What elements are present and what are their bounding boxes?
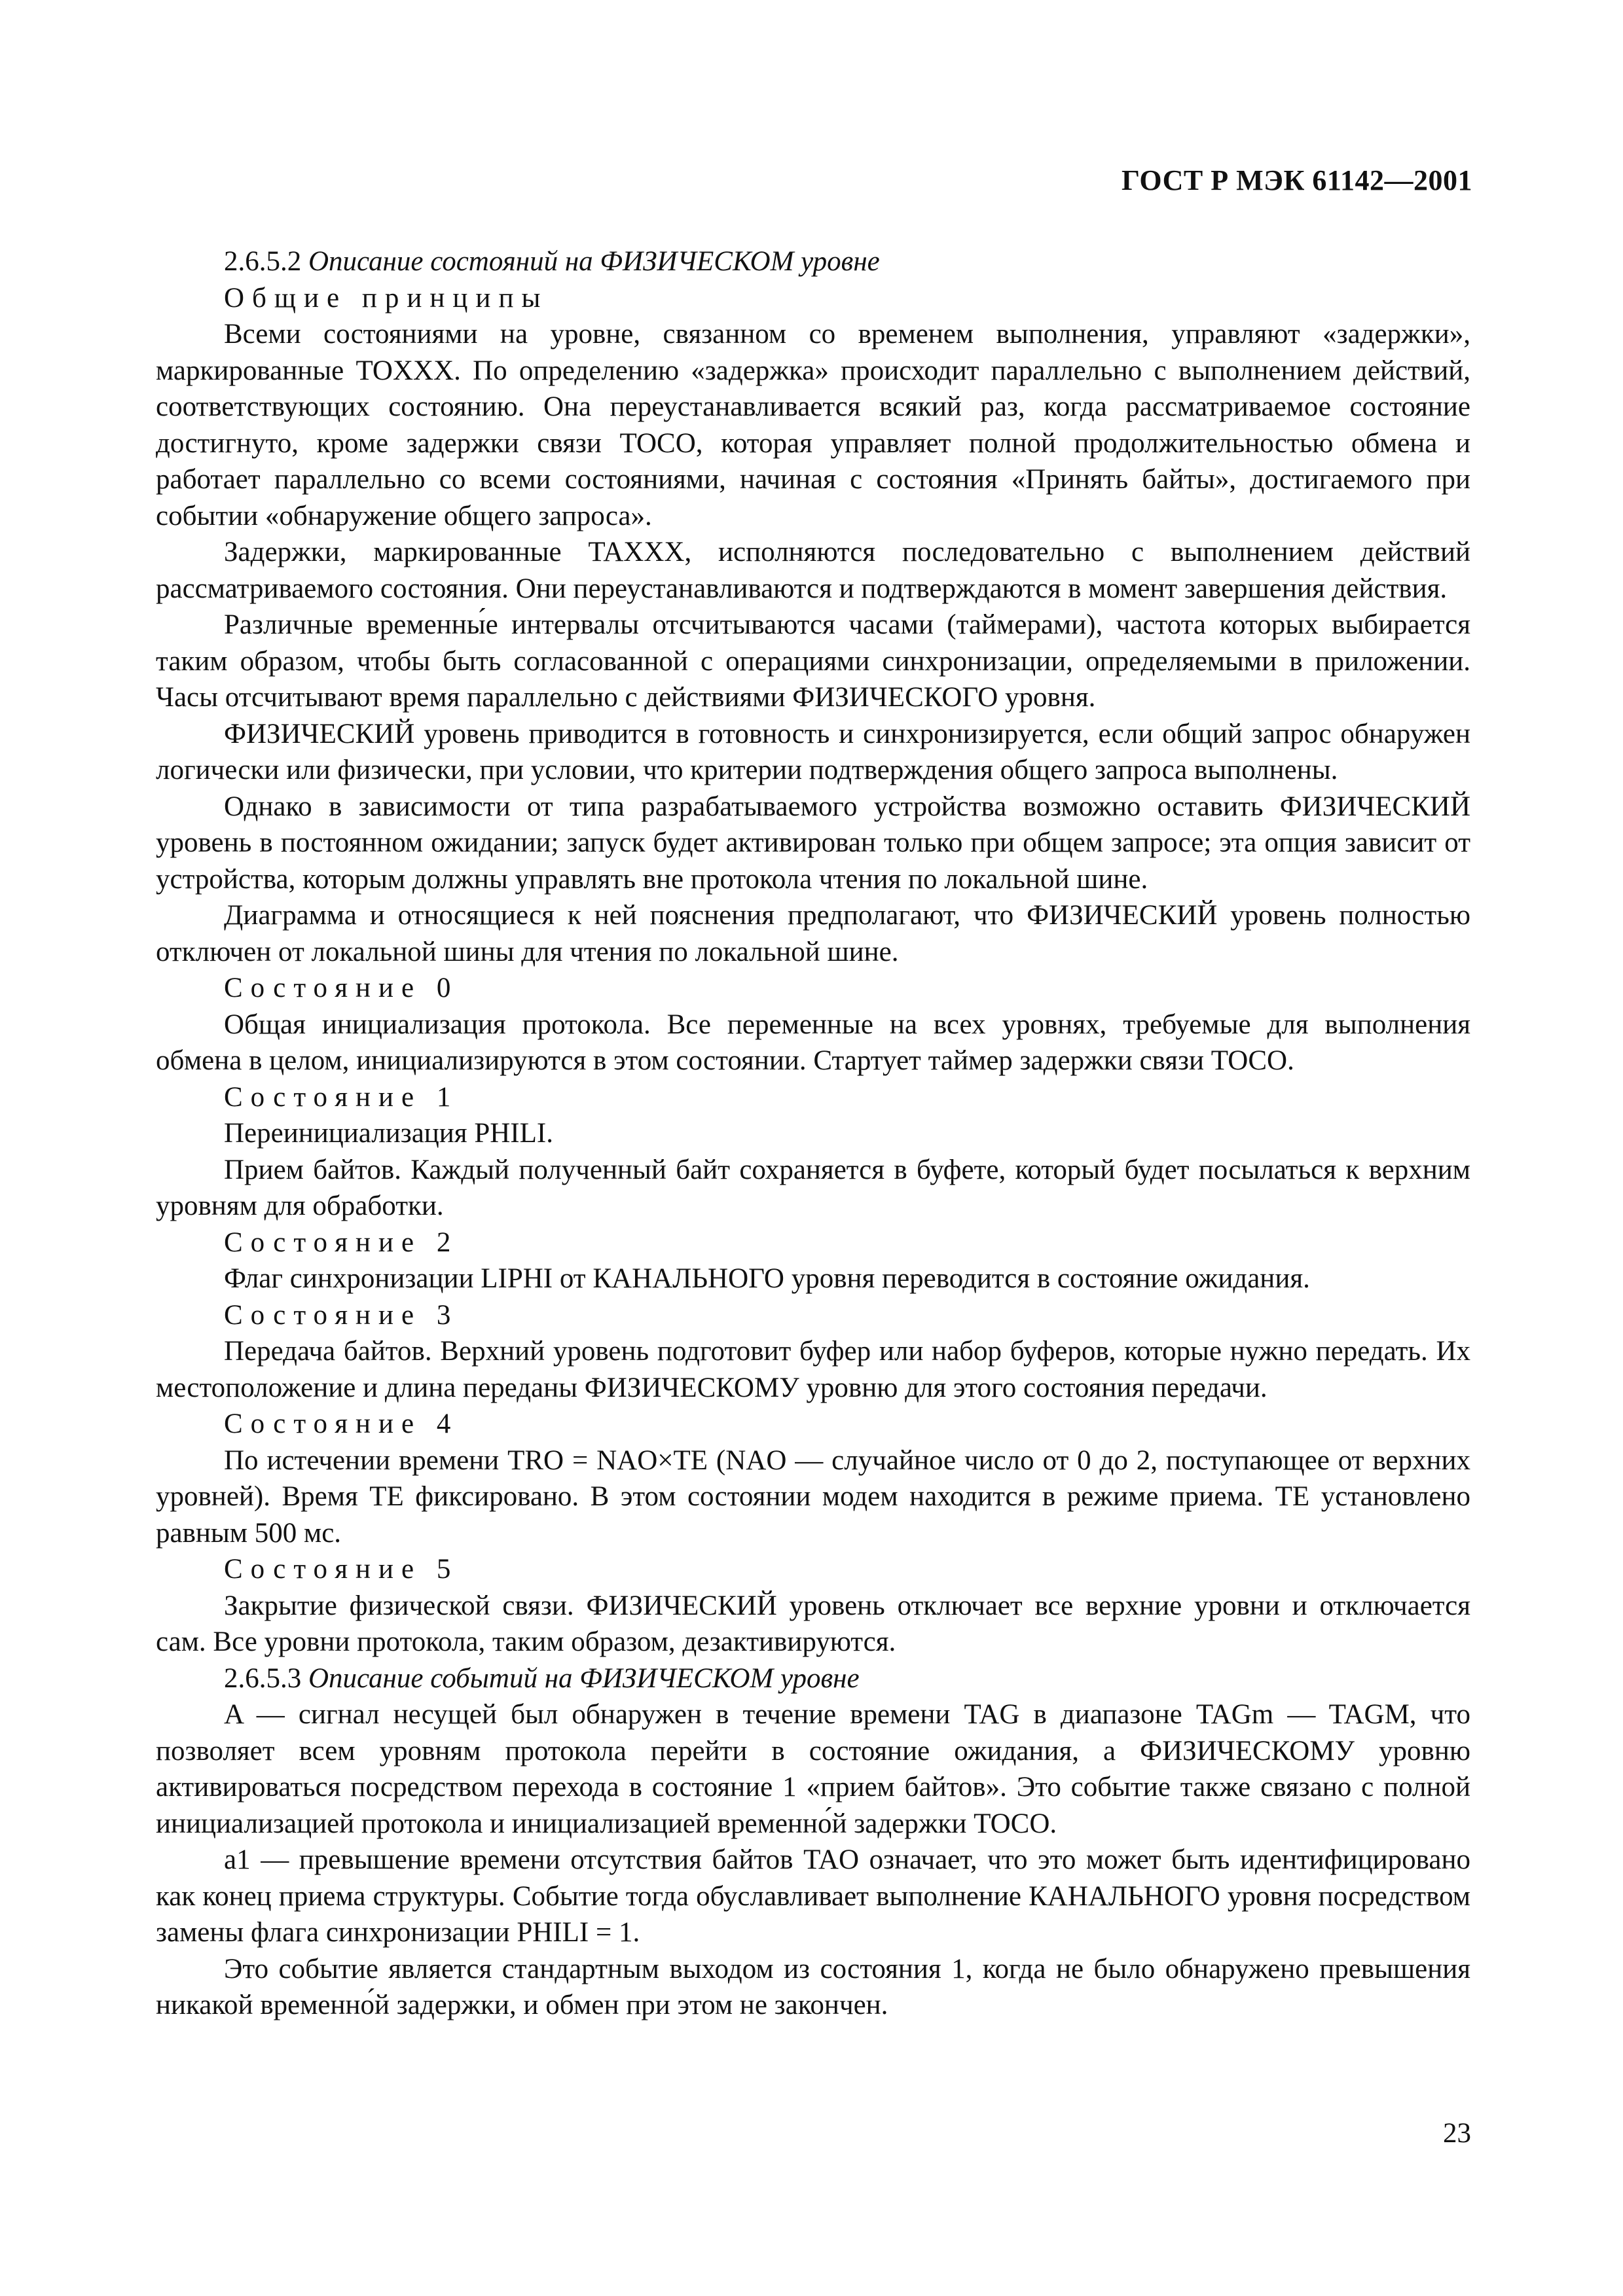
paragraph: Переинициализация PHILI. (224, 1118, 553, 1149)
section-title: Описание состояний на ФИЗИЧЕСКОМ уровне (308, 246, 880, 277)
section-title: Описание событий на ФИЗИЧЕСКОМ уровне (308, 1662, 860, 1694)
paragraph: По истечении времени TRO = NAO×TE (NAO — случайное число от 0 до 2, поступающее от верхних уровней). Время TE фиксировано. В этом состоянии модем находится в режиме приема. TE установлено равным 500 мс. (156, 1444, 1470, 1549)
paragraph: ФИЗИЧЕСКИЙ уровень приводится в готовность и синхронизируется, если общий запрос обнаружен логически или физически, при условии, что критерии подтверждения общего запроса выполнены. (156, 718, 1470, 785)
paragraph: Флаг синхронизации LIPHI от КАНАЛЬНОГО уровня переводится в состояние ожидания. (224, 1263, 1310, 1294)
state-heading-3: Состояние 3 (224, 1299, 459, 1331)
state-heading-0: Состояние 0 (224, 973, 459, 1003)
section-heading-2-6-5-3 (156, 1660, 1470, 1697)
paragraph: Закрытие физической связи. ФИЗИЧЕСКИЙ уровень отключает все верхние уровни и отключается сам. Все уровни протокола, таким образом, дезактивируются. (156, 1590, 1470, 1657)
document-code-header: ГОСТ Р МЭК 61142—2001 (1121, 164, 1472, 196)
state-heading-4: Состояние 4 (224, 1408, 459, 1439)
paragraph: Общая инициализация протокола. Все переменные на всех уровнях, требуемые для выполнения обмена в целом, инициализируются в этом состоянии. Стартует таймер задержки связи TOCO. (156, 1009, 1470, 1076)
paragraph: Задержки, маркированные TAXXX, исполняются последовательно с выполнением действий рассматриваемого состояния. Они переустанавливаются и подтверждаются в момент завершения действия. (156, 537, 1470, 604)
section-heading-2-6-5-2 (156, 243, 1470, 280)
state-heading-1: Состояние 1 (224, 1081, 459, 1113)
paragraph: Всеми состояниями на уровне, связанном со временем выполнения, управляют «задержки», маркированные TOXXX. По определению «задержка» происходит параллельно с выполнением действий, соответствующих состоянию. Она переустанавливается всякий раз, когда рассматриваемое состояние достигнуто, кроме задержки связи TOCO, которая управляет полной продолжительностью обмена и работает параллельно со всеми состояниями, начиная с состояния «Принять байты», достигаемого при событии «обнаружение общего запроса». (156, 319, 1470, 531)
paragraph: Это событие является стандартным выходом из состояния 1, когда не было обнаружено превышения никакой временно́й задержки, и обмен при этом не закончен. (156, 1953, 1470, 2020)
paragraph: Передача байтов. Верхний уровень подготовит буфер или набор буферов, которые нужно передать. Их местоположение и длина переданы ФИЗИЧЕСКОМУ уровню для этого состояния передачи. (156, 1336, 1470, 1403)
section-number: 2.6.5.3 (224, 1662, 302, 1694)
paragraph: Различные временны́е интервалы отсчитываются часами (таймерами), частота которых выбирается таким образом, чтобы быть согласованной с операциями синхронизации, определяемыми в приложении. Часы отсчитывают время параллельно с действиями ФИЗИЧЕСКОГО уровня. (156, 609, 1470, 713)
paragraph: A — сигнал несущей был обнаружен в течение времени TAG в диапазоне TAGm — TAGM, что позволяет всем уровням протокола перейти в состояние ожидания, а ФИЗИЧЕСКОМУ уровню активироваться посредством перехода в состояние 1 «прием байтов». Это событие также связано с полной инициализацией протокола и инициализацией временно́й задержки TOCO. (156, 1699, 1470, 1839)
paragraph: Прием байтов. Каждый полученный байт сохраняется в буфете, который будет посылаться к верхним уровням для обработки. (156, 1154, 1470, 1221)
subheading-general-principles: Общие принципы (224, 282, 549, 314)
paragraph: Однако в зависимости от типа разрабатываемого устройства возможно оставить ФИЗИЧЕСКИЙ уровень в постоянном ожидании; запуск будет активирован только при общем запросе; эта опция зависит от устройства, которым должны управлять вне протокола чтения по локальной шине. (156, 791, 1470, 895)
state-heading-5: Состояние 5 (224, 1554, 459, 1585)
paragraph: a1 — превышение времени отсутствия байтов TAO означает, что это может быть идентифицировано как конец приема структуры. Событие тогда обуславливает выполнение КАНАЛЬНОГО уровня посредством замены флага синхронизации PHILI = 1. (156, 1844, 1470, 1948)
state-heading-2: Состояние 2 (224, 1227, 459, 1258)
paragraph: Диаграмма и относящиеся к ней пояснения предполагают, что ФИЗИЧЕСКИЙ уровень полностью отключен от локальной шины для чтения по локальной шине. (156, 900, 1470, 967)
page-number: 23 (1443, 2118, 1471, 2149)
section-number: 2.6.5.2 (224, 246, 302, 277)
document-body (156, 243, 1470, 2024)
